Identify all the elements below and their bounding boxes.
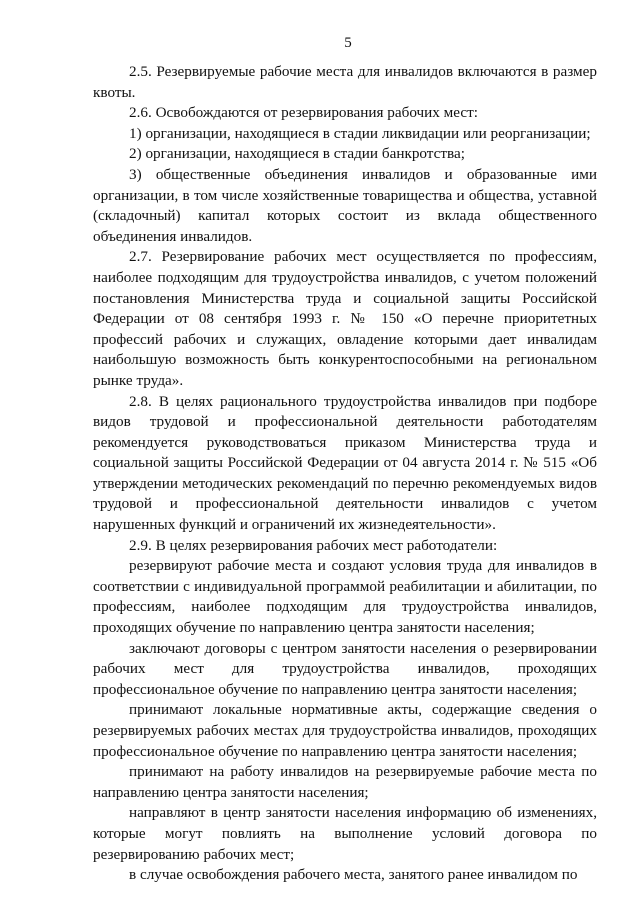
duty-vacancy: в случае освобождения рабочего места, занятого ранее инвалидом по — [129, 866, 578, 884]
paragraph-2-8: 2.8. В целях рационального трудоустройства инвалидов при подборе видов трудовой и профессиональной деятельности работодателям рекомендуется руководствоваться приказом Министерства труда и социальной защиты Российской Федерации от 04 августа 2014 г. № 515 «Об утверждении методических рекомендаций по перечню рекомендуемых видов трудовой и профессиональной деятельности инвалидов с учетом нарушенных функций и ограничений их жизнедеятельности». — [93, 392, 597, 534]
list-item-2: 2) организации, находящиеся в стадии банкротства; — [129, 145, 465, 163]
duty-reserve: резервируют рабочие места и создают условия труда для инвалидов в соответствии с индивидуальной программой реабилитации и абилитации, по профессиям, наиболее подходящим для трудоустройства инвалидов, проходящих обучение по направлению центра занятости населения; — [93, 557, 597, 637]
list-item-3: 3) общественные объединения инвалидов и образованные ими организации, в том числе хозяйственные товарищества и общества, уставной (складочный) капитал которых состоит из вклада общественного объединения инвалидов. — [93, 165, 597, 245]
paragraph-2-6: 2.6. Освобождаются от резервирования рабочих мест: — [129, 104, 479, 122]
list-item-1: 1) организации, находящиеся в стадии ликвидации или реорганизации; — [129, 124, 591, 142]
duty-hire: принимают на работу инвалидов на резервируемые рабочие места по направлению центра занятости населения; — [93, 763, 597, 801]
paragraph-2-7: 2.7. Резервирование рабочих мест осуществляется по профессиям, наиболее подходящим для трудоустройства инвалидов, с учетом положений постановления Министерства труда и социальной защиты Российской Федерации от 08 сентября 1993 г. № 150 «О перечне приоритетных профессий рабочих и служащих, овладение которыми дает инвалидам наибольшую возможность быть конкурентоспособными на региональном рынке труда». — [93, 248, 597, 389]
paragraph-2-5: 2.5. Резервируемые рабочие места для инвалидов включаются в размер квоты. — [93, 63, 597, 101]
duty-local-acts: принимают локальные нормативные акты, содержащие сведения о резервируемых рабочих местах для трудоустройства инвалидов, проходящих профессиональное обучение по направлению центра занятости населения; — [93, 701, 597, 760]
document-page — [93, 34, 597, 886]
duty-inform: направляют в центр занятости населения информацию об изменениях, которые могут повлиять на выполнение условий договора по резервированию рабочих мест; — [93, 804, 597, 863]
duty-contracts: заключают договоры с центром занятости населения о резервировании рабочих мест для трудоустройства инвалидов, проходящих профессиональное обучение по направлению центра занятости населения; — [93, 639, 597, 698]
page-number: 5 — [344, 35, 352, 51]
paragraph-2-9: 2.9. В целях резервирования рабочих мест работодатели: — [129, 536, 498, 554]
